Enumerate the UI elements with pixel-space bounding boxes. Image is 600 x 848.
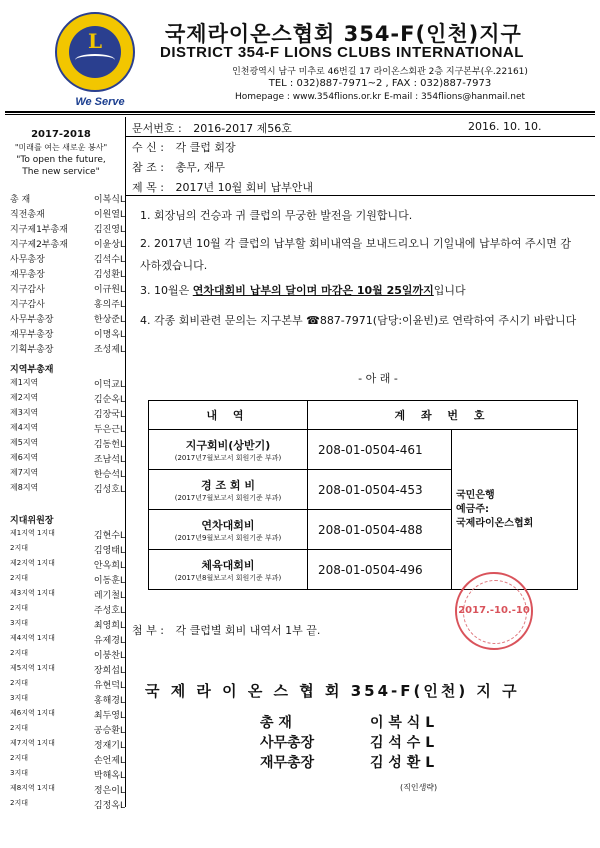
roster-position: 총 재 [10,195,31,205]
signature-line [260,712,434,732]
fee-basis: (2017년9월보고서 회원기준 부과) [174,533,282,542]
bank-info [452,430,578,590]
motto-korean: "미래를 여는 새로운 봉사" [14,143,108,152]
roster-name: 이규원L [93,285,125,295]
doc-number-label: 문서번호 : [132,122,182,135]
roster-name: 김진영L [93,225,125,235]
roster-position: 2지대 [10,604,28,612]
fee-name: 체육대회비 [201,558,255,572]
roster-position: 3지대 [10,694,28,702]
account-table [148,400,578,590]
fee-name: 경 조 회 비 [201,478,255,492]
account-number: 208-01-0504-496 [308,550,452,590]
roster-position: 2지대 [10,754,28,762]
officer-list [10,192,125,357]
roster-row [10,693,125,708]
roster-name: 정은이L [93,786,125,796]
received-stamp [455,572,533,650]
roster-row [10,558,125,573]
org-name-english: DISTRICT 354-F LIONS CLUBS INTERNATIONAL [160,44,524,61]
roster-name: 이복식L [93,195,125,205]
roster-row [10,783,125,798]
signatory-title: 사무총장 [260,735,315,751]
signature-line [260,732,434,752]
roster-position: 지구제2부총재 [10,240,68,250]
roster-row [10,768,125,783]
paragraph-1: 1. 회장님의 건승과 귀 클럽의 무궁한 발전을 기원합니다. [140,209,413,222]
below-heading: - 아 래 - [358,372,398,385]
subject-value: 2017년 10월 회비 납부안내 [175,181,313,194]
roster-row [10,377,125,392]
roster-name: 김장국L [93,410,125,420]
roster-name: 박해옥L [93,771,125,781]
roster-position: 기획부총장 [10,345,54,355]
fee-basis: (2017년7월보고서 회원기준 부과) [174,493,282,502]
bridge-icon [75,54,115,66]
account-holder-label: 예금주: [456,503,489,515]
roster-row [10,723,125,738]
roster-row [10,452,125,467]
attachment [132,622,320,638]
reference-label: 참 조 : [132,161,164,174]
roster-row [10,573,125,588]
reference-value: 총무, 재무 [175,161,225,174]
roster-position: 사무총장 [10,255,45,265]
roster-row [10,543,125,558]
roster-name: 김정옥L [93,801,125,811]
attachment-label: 첨 부 : [132,624,164,637]
roster-name: 장희섭L [93,666,125,676]
doc-date: 2016. 10. 10. [468,120,542,133]
subject-line [126,195,595,196]
motto [0,142,122,178]
reference [132,159,225,175]
signatures [260,712,434,772]
motto-english-2: The new service" [22,167,100,177]
fee-basis: (2017년7월보고서 회원기준 부과) [174,453,282,462]
fee-name: 연차대회비 [201,518,255,532]
roster-name: 김현수L [93,531,125,541]
roster-row [10,678,125,693]
roster-name: 이명옥L [93,330,125,340]
we-serve-slogan: We Serve [75,96,125,108]
roster-name: 조남석L [93,455,125,465]
homepage-email-line: Homepage : www.354flions.or.kr E-mail : 354flions@hanmail.net [234,92,526,102]
roster-name: 홍해경L [93,696,125,706]
signatory-name: 이 복 식 L [370,715,435,731]
roster-position: 제6지역 [10,453,39,462]
roster-name: 유현덕L [93,681,125,691]
zone-section [10,513,125,813]
roster-row [10,708,125,723]
roster-position: 2지대 [10,649,28,657]
roster-position: 3지대 [10,619,28,627]
roster-position: 제3지역 [10,408,39,417]
roster-row [10,327,125,342]
roster-name: 유제경L [93,636,125,646]
roster-name: 김순옥L [93,395,125,405]
roster-name: 최영희L [93,621,125,631]
attachment-value: 각 클럽별 회비 내역서 1부 끝. [175,624,321,637]
service-year: 2017-2018 [31,129,91,140]
roster-name: 정재기L [93,741,125,751]
roster-row [10,407,125,422]
column-header-item: 내 역 [149,401,308,430]
roster-name: 안옥희L [93,561,125,571]
roster-name: 최두영L [93,711,125,721]
lions-logo [55,12,135,92]
roster-row [10,798,125,813]
recipient [132,139,236,155]
zone-title: 지대위원장 [10,516,54,526]
roster-position: 제2지역 [10,393,39,402]
roster-name: 이덕교L [93,380,125,390]
motto-english-1: "To open the future, [16,155,106,165]
roster-position: 제5지역 [10,438,39,447]
roster-row [10,237,125,252]
region-title: 지역부총재 [10,365,54,375]
table-row [149,430,578,470]
roster-row [10,753,125,768]
subject-label: 제 목 : [132,181,164,194]
sidebar-divider [125,117,126,807]
roster-row [10,633,125,648]
roster-position: 제3지역 1지대 [10,589,55,597]
roster-name: 김동헌L [93,440,125,450]
roster-name: 김성호L [93,485,125,495]
doc-number [132,120,292,136]
recipient-label: 수 신 : [132,141,164,154]
roster-position: 사무부총장 [10,315,54,325]
roster-name: 레기철L [93,591,125,601]
roster-position: 3지대 [10,769,28,777]
roster-row [10,342,125,357]
roster-row [10,222,125,237]
roster-position: 2지대 [10,799,28,807]
roster-name: 김석수L [93,255,125,265]
roster-row [10,282,125,297]
paragraph-2: 2. 2017년 10월 각 클럽의 납부할 회비내역을 보내드리오니 기일내에 납부하여 주시면 감사하겠습니다. [140,237,571,272]
roster-row [10,252,125,267]
roster-position: 제7지역 1지대 [10,739,55,747]
paragraph-4: 4. 각종 회비관련 문의는 지구본부 ☎887-7971(담당:이윤빈)로 연락하여 주시기 바랍니다 [140,314,577,327]
roster-row [10,603,125,618]
roster-row [10,588,125,603]
subject [132,179,313,195]
roster-row [10,467,125,482]
roster-position: 제6지역 1지대 [10,709,55,717]
roster-position: 직전총재 [10,210,45,220]
roster-row [10,312,125,327]
column-header-account: 계 좌 번 호 [308,401,578,430]
roster-name: 주성호L [93,606,125,616]
header-divider [5,111,595,113]
roster-position: 제1지역 [10,378,39,387]
account-holder: 국제라이온스협회 [456,517,534,529]
roster-name: 한승석L [93,470,125,480]
roster-name: 홍의주L [93,300,125,310]
fee-name: 지구회비(상반기) [185,438,271,452]
fee-basis: (2017년8월보고서 회원기준 부과) [174,573,282,582]
paragraph-3-emphasis: 연차대회비 납부의 달이며 마감은 10월 25일까지 [192,284,434,297]
roster-position: 지구감사 [10,285,45,295]
paragraph-3-prefix: 3. 10월은 [140,284,193,297]
roster-position: 2지대 [10,724,28,732]
roster-row [10,618,125,633]
roster-position: 제1지역 1지대 [10,529,55,537]
roster-position: 재무부총장 [10,330,54,340]
roster-position: 제5지역 1지대 [10,664,55,672]
org-name-korean: 국제라이온스협회 354-F(인천)지구 [165,22,522,46]
roster-position: 지구감사 [10,300,45,310]
roster-row [10,482,125,497]
roster-name: 이붕찬L [93,651,125,661]
roster-position: 2지대 [10,679,28,687]
doc-number-value: 2016-2017 제56호 [193,122,292,135]
signatory-name: 김 석 수 L [370,735,435,751]
signatory-title: 총 재 [260,715,292,731]
roster-row [10,267,125,282]
phone-fax-line: TEL : 032)887-7971~2 , FAX : 032)887-7973 [268,78,492,89]
roster-position: 재무총장 [10,270,45,280]
roster-row [10,528,125,543]
account-number: 208-01-0504-461 [308,430,452,470]
roster-row [10,648,125,663]
roster-position: 제2지역 1지대 [10,559,55,567]
recipient-value: 각 클럽 회장 [175,141,236,154]
seal-omitted-note: (직인생략) [400,783,438,792]
stamp-date: 2017.-10.-10 [458,605,530,616]
signatory-title: 재무총장 [260,755,315,771]
roster-position: 제7지역 [10,468,39,477]
roster-name: 김영태L [93,546,125,556]
roster-position: 제4지역 [10,423,39,432]
roster-position: 2지대 [10,574,28,582]
logo-letter: L [87,29,103,53]
table-header [149,401,578,430]
roster-name: 조성제L [93,345,125,355]
roster-position: 지구제1부총재 [10,225,68,235]
roster-name: 이원열L [93,210,125,220]
roster-name: 김성환L [93,270,125,280]
roster-row [10,738,125,753]
signatory-name: 김 성 환 L [370,755,435,771]
paragraph-3 [140,280,580,302]
roster-name: 한상준L [93,315,125,325]
roster-name: 두은근L [93,425,125,435]
roster-position: 2지대 [10,544,28,552]
region-section [10,362,125,497]
footer-org-name: 국 제 라 이 온 스 협 회 354-F(인천) 지 구 [145,682,520,700]
doc-header-line [126,136,595,137]
roster-row [10,297,125,312]
paragraph-3-suffix: 입니다 [433,284,466,297]
bank-name: 국민은행 [456,489,495,501]
roster-row [10,437,125,452]
roster-row [10,422,125,437]
roster-name: 공승환L [93,726,125,736]
account-number: 208-01-0504-453 [308,470,452,510]
roster-position: 제8지역 [10,483,39,492]
roster-row [10,392,125,407]
roster-row [10,192,125,207]
roster-row [10,207,125,222]
header-divider-thin [5,114,595,115]
roster-row [10,663,125,678]
account-number: 208-01-0504-488 [308,510,452,550]
roster-name: 이동훈L [93,576,125,586]
roster-name: 손언제L [93,756,125,766]
roster-name: 이윤상L [93,240,125,250]
signature-line [260,752,434,772]
roster-position: 제8지역 1지대 [10,784,55,792]
address-line: 인천광역시 남구 미추로 46번길 17 라이온스회관 2층 지구본부(우.22161) [232,67,528,77]
roster-position: 제4지역 1지대 [10,634,55,642]
